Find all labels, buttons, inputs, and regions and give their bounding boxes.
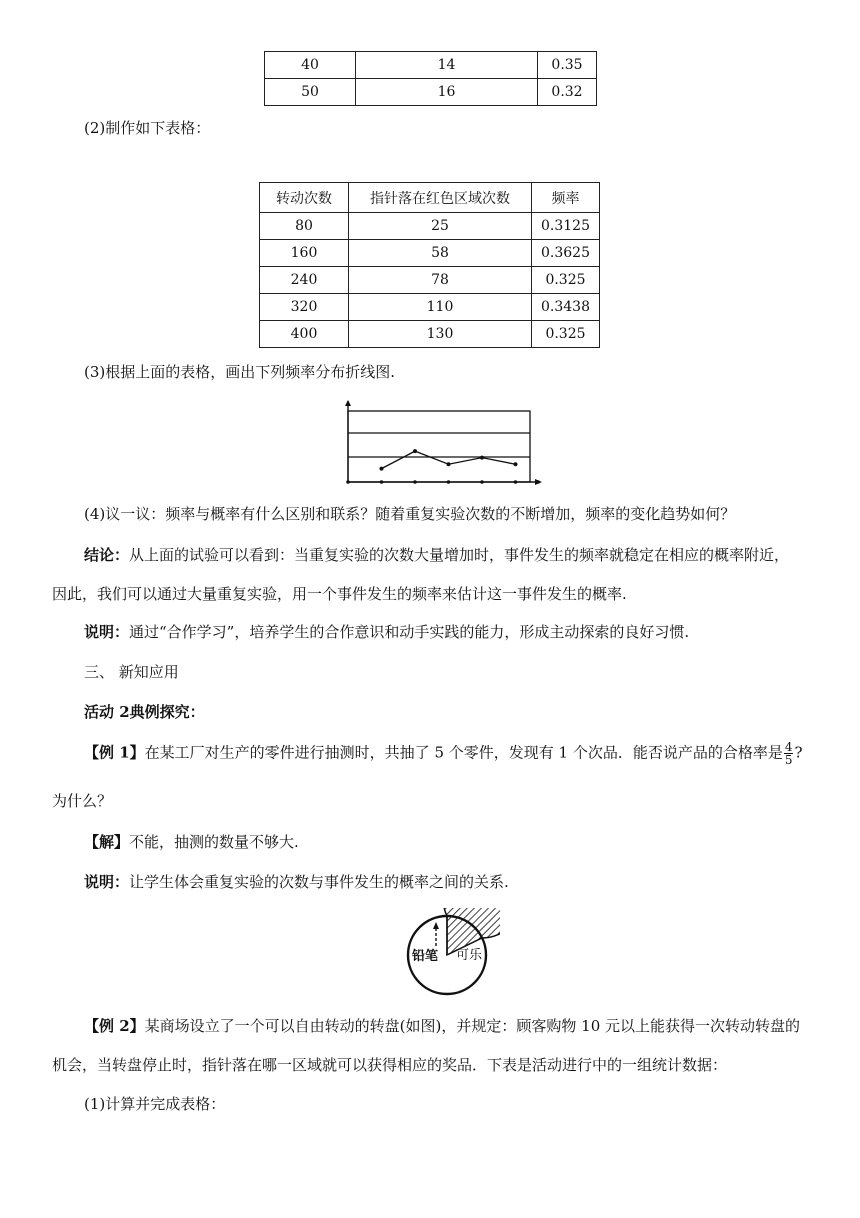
step-2-text: (2)制作如下表格： <box>84 119 211 137</box>
table-cell: 0.3625 <box>532 240 600 267</box>
solution-label: 【解】 <box>84 833 130 851</box>
note-1 <box>84 622 689 642</box>
step-3-text: (3)根据上面的表格，画出下列频率分布折线图. <box>84 363 396 381</box>
table-cell: 40 <box>265 52 356 79</box>
prize-spinner <box>396 908 500 1002</box>
solution-text: 不能，抽测的数量不够大. <box>129 833 299 851</box>
chart-marks <box>380 449 518 471</box>
note-text: 通过“合作学习”，培养学生的合作意识和动手实践的能力，形成主动探索的良好习惯. <box>129 623 690 641</box>
table-row <box>260 267 600 294</box>
step-calc-text: (1)计算并完成表格： <box>84 1095 226 1113</box>
table-header-cell: 频率 <box>532 183 600 213</box>
cola-label: 可乐 <box>456 947 483 962</box>
table-cell: 0.325 <box>532 267 600 294</box>
conclusion-line-2: 因此，我们可以通过大量重复实验，用一个事件发生的频率来估计这一事件发生的概率. <box>52 585 627 603</box>
table-cell: 50 <box>265 79 356 106</box>
table-row <box>260 294 600 321</box>
table-cell: 0.35 <box>538 52 597 79</box>
frequency-line-chart <box>336 398 546 490</box>
table-cell: 58 <box>349 240 532 267</box>
table-header-cell: 转动次数 <box>260 183 349 213</box>
activity-heading: 活动 2典例探究： <box>84 703 205 721</box>
table-row <box>260 321 600 348</box>
table-cell: 16 <box>356 79 538 106</box>
table-cell: 25 <box>349 213 532 240</box>
example-2-line-2: 机会，当转盘停止时，指针落在哪一区域就可以获得相应的奖品．下表是活动进行中的一组统计数据： <box>52 1056 728 1074</box>
chart-box <box>348 411 530 482</box>
solution <box>84 832 299 852</box>
data-point <box>380 467 384 471</box>
pointer-arrow-icon <box>433 922 439 929</box>
data-point <box>480 456 484 460</box>
frequency-table <box>259 182 600 348</box>
example-1-label: 【例 1】 <box>84 743 145 762</box>
note-2 <box>84 872 509 892</box>
table-cell: 80 <box>260 213 349 240</box>
chart-frame <box>345 400 542 485</box>
fraction-numerator: 4 <box>784 740 793 754</box>
example-2-text: 某商场设立了一个可以自由转动的转盘(如图)，并规定：顾客购物 10 元以上能获得一次转动转盘的 <box>144 1017 801 1035</box>
example-1-line-1 <box>84 741 803 766</box>
table-cell: 78 <box>349 267 532 294</box>
conclusion-line-1 <box>84 545 789 565</box>
conclusion-text-1: 从上面的试验可以看到：当重复实验的次数大量增加时，事件发生的频率就稳定在相应的概率附近， <box>129 546 790 564</box>
conclusion-label: 结论： <box>84 546 130 564</box>
table-row <box>265 52 597 79</box>
x-tick-dot <box>536 480 540 484</box>
table-header-cell: 指针落在红色区域次数 <box>349 183 532 213</box>
table-header-row <box>260 183 600 213</box>
table-cell: 14 <box>356 52 538 79</box>
step-4-text: (4)议一议：频率与概率有什么区别和联系？随着重复实验次数的不断增加，频率的变化趋势如何？ <box>84 505 736 523</box>
x-tick-dot <box>447 480 451 484</box>
note-label: 说明： <box>84 873 130 891</box>
table-cell: 0.32 <box>538 79 597 106</box>
data-point <box>447 462 451 466</box>
example-2-line-1 <box>84 1016 800 1036</box>
table-cell: 320 <box>260 294 349 321</box>
table-row <box>260 213 600 240</box>
table-cell: 240 <box>260 267 349 294</box>
fraction-four-fifths <box>784 741 794 766</box>
x-tick-dot <box>346 480 350 484</box>
top-table <box>264 51 597 106</box>
table-cell: 160 <box>260 240 349 267</box>
pencil-label: 铅笔 <box>412 948 439 963</box>
x-tick-dot <box>413 480 417 484</box>
x-tick-dot <box>514 480 518 484</box>
table-cell: 400 <box>260 321 349 348</box>
table-row <box>265 79 597 106</box>
table-cell: 0.3125 <box>532 213 600 240</box>
section-heading: 三、 新知应用 <box>84 663 179 681</box>
x-tick-dot <box>480 480 484 484</box>
note-label: 说明： <box>84 623 130 641</box>
table-cell: 0.325 <box>532 321 600 348</box>
example-1-tail: ? <box>794 743 803 762</box>
data-point <box>413 449 417 453</box>
example-1-line-2: 为什么？ <box>52 792 113 810</box>
example-1-text: 在某工厂对生产的零件进行抽测时，共抽了 5 个零件，发现有 1 个次品．能否说产品的合格率是 <box>144 743 783 762</box>
table-cell: 0.3438 <box>532 294 600 321</box>
fraction-denominator: 5 <box>784 753 793 767</box>
x-tick-dot <box>380 480 384 484</box>
data-point <box>514 462 518 466</box>
table-row <box>260 240 600 267</box>
note-text: 让学生体会重复实验的次数与事件发生的概率之间的关系. <box>129 873 509 891</box>
example-2-label: 【例 2】 <box>84 1017 145 1035</box>
table-cell: 130 <box>349 321 532 348</box>
table-cell: 110 <box>349 294 532 321</box>
y-axis-arrow-icon <box>345 400 351 406</box>
